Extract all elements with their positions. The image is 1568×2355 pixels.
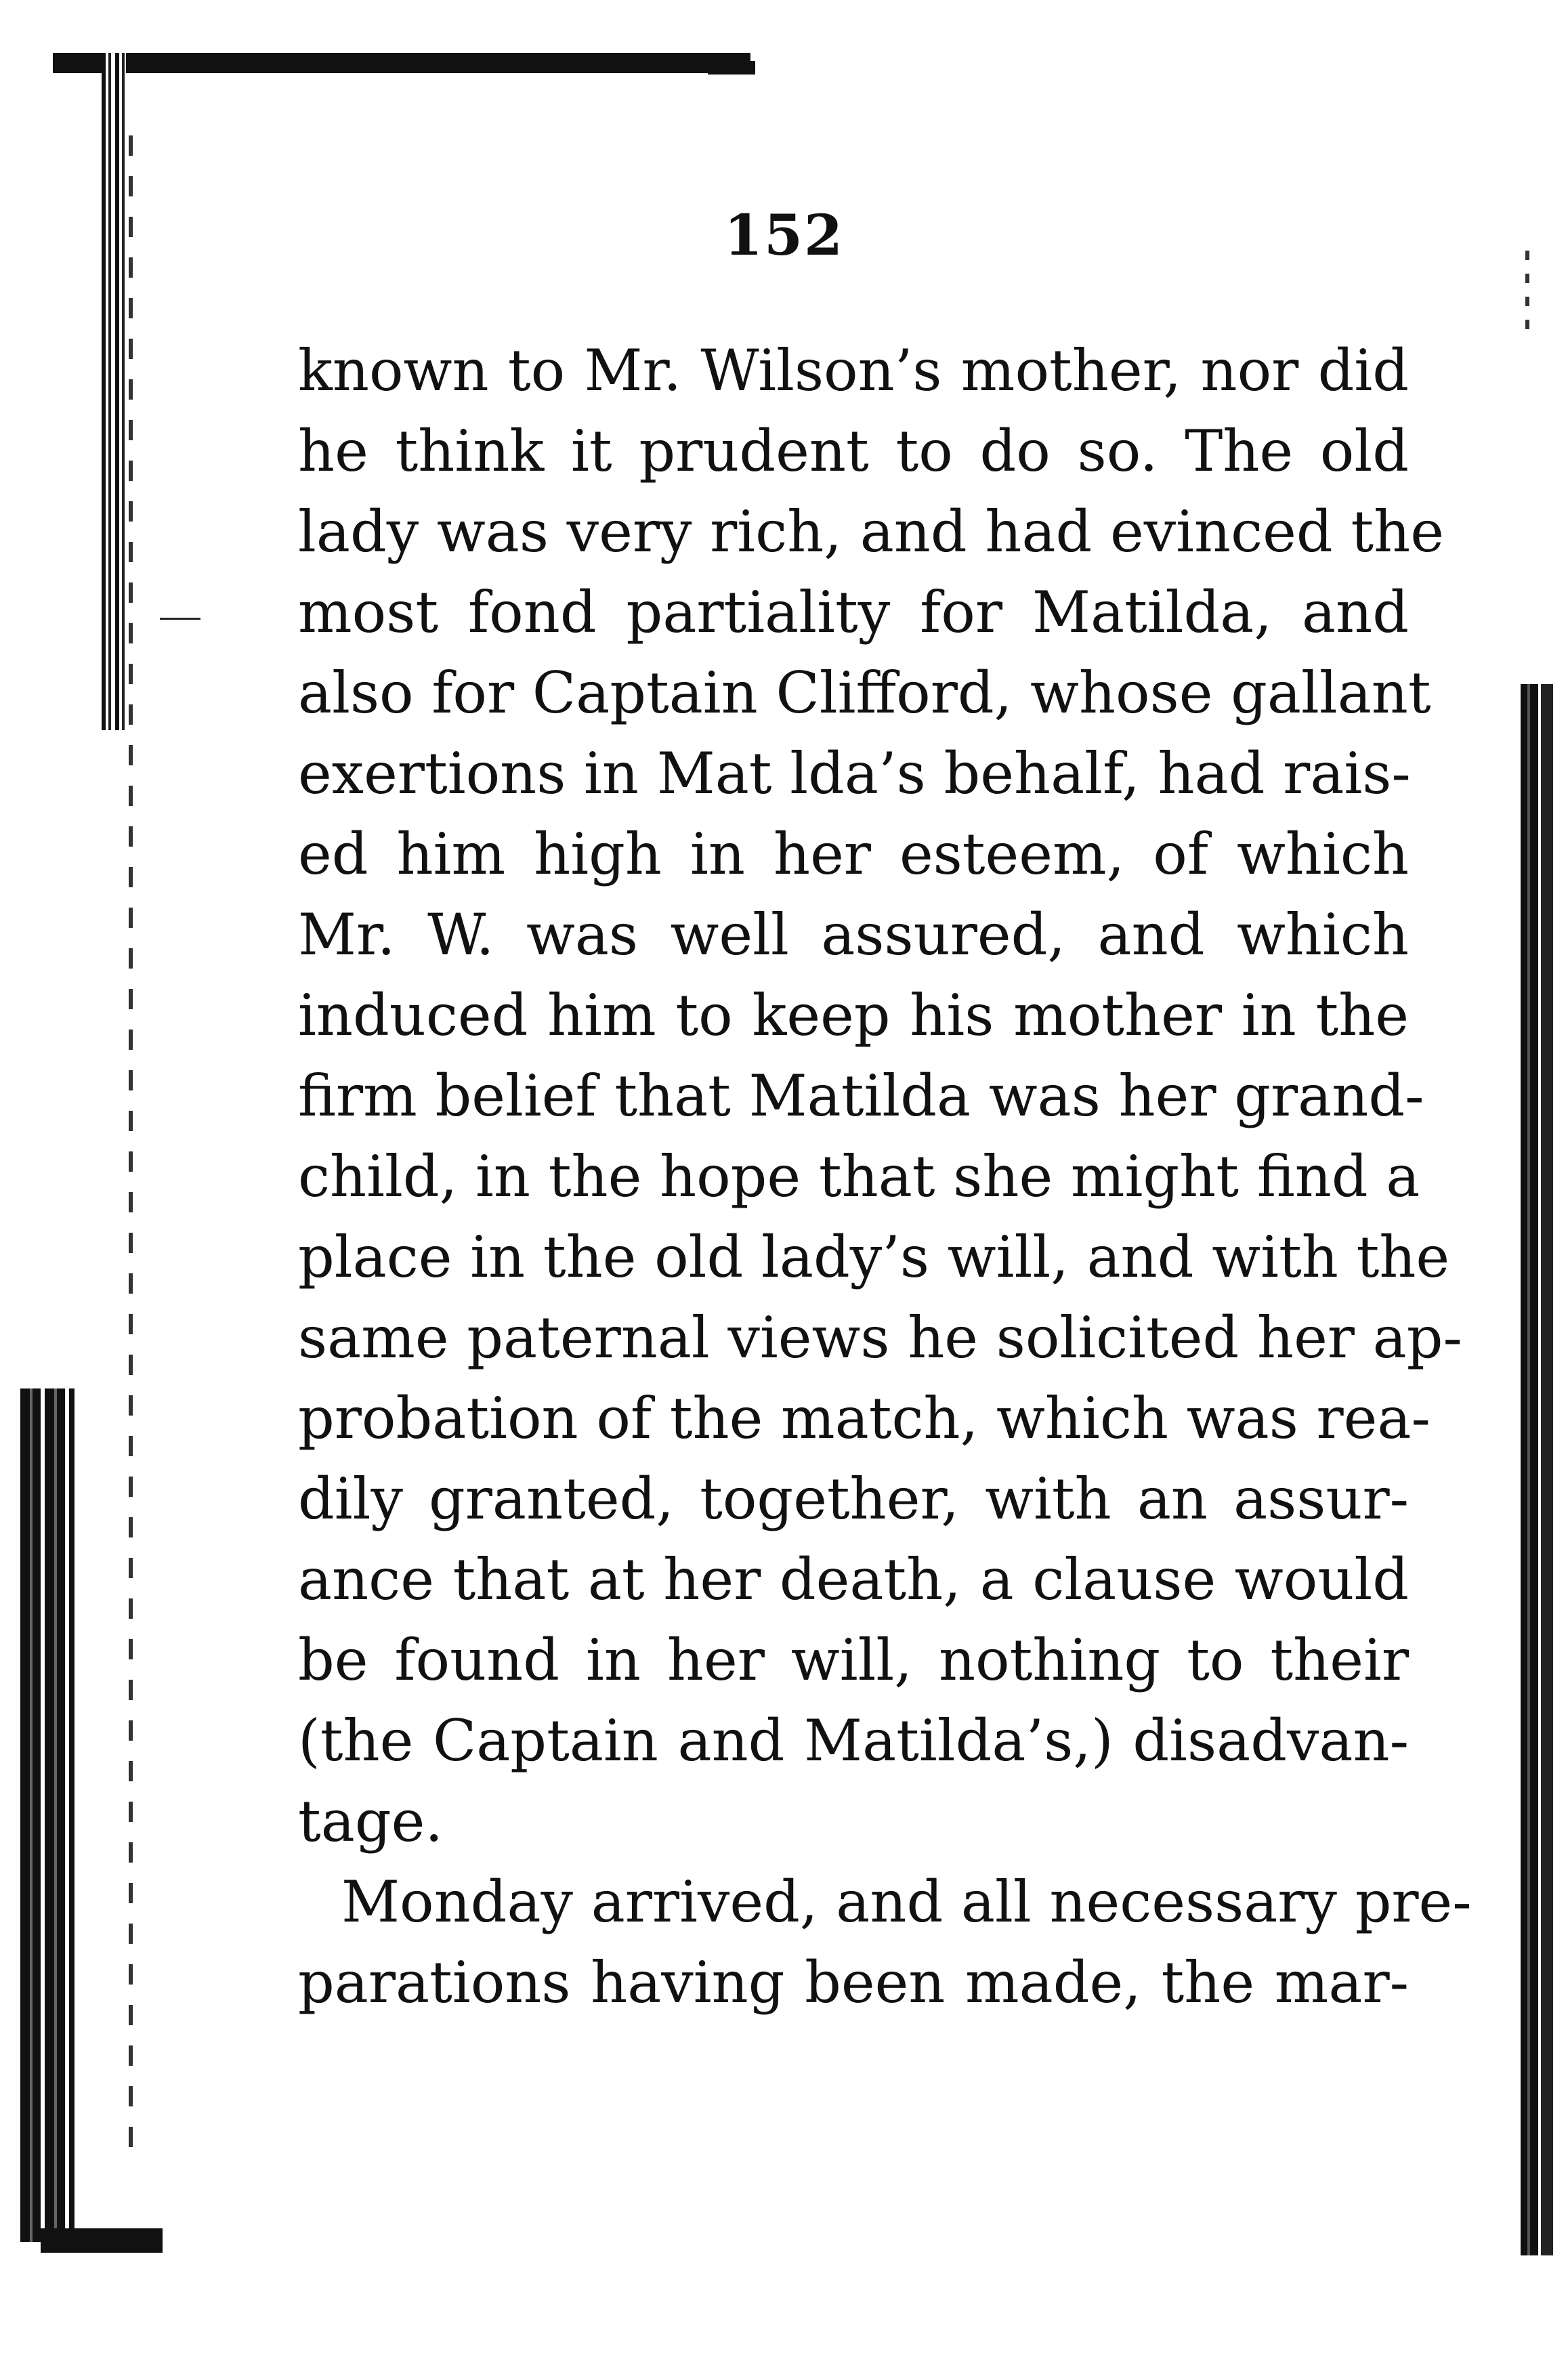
text-line: most fond partiality for Matilda, and	[298, 579, 1409, 645]
text-line: ance that at her death, a clause would	[298, 1546, 1409, 1613]
page-number: 152	[723, 203, 845, 268]
scan-edge-left-thin	[129, 135, 133, 2167]
text-line: known to Mr. Wilson’s mother, nor did	[298, 337, 1409, 404]
text-line: tage.	[298, 1788, 444, 1854]
scan-edge-left	[102, 53, 126, 730]
scan-edge-right	[1521, 684, 1553, 2255]
scan-edge-top-dash	[708, 61, 755, 75]
text-line: also for Captain Clifford, whose gallant	[298, 660, 1431, 726]
text-line: he think it prudent to do so. The old	[298, 418, 1409, 484]
scan-edge-left-heavy	[20, 1388, 75, 2242]
text-line: Monday arrived, and all necessary pre-	[341, 1869, 1472, 1935]
body-text	[298, 331, 1472, 2023]
text-line: parations having been made, the mar-	[298, 1949, 1409, 2016]
text-line: same paternal views he solicited her ap-	[298, 1304, 1462, 1371]
text-line: induced him to keep his mother in the	[298, 982, 1409, 1048]
text-line: lady was very rich, and had evinced the	[298, 498, 1444, 565]
text-line: ed him high in her esteem, of which	[298, 821, 1409, 887]
text-line: probation of the match, which was rea-	[298, 1385, 1431, 1451]
text-line: be found in her will, nothing to their	[298, 1627, 1409, 1693]
scan-edge-top	[53, 53, 750, 73]
text-line: exertions in Mat lda’s behalf, had rais-	[298, 740, 1411, 807]
scan-edge-left-foot	[41, 2228, 163, 2253]
text-line: dily granted, together, with an assur-	[298, 1466, 1409, 1532]
text-line: place in the old lady’s will, and with the	[298, 1224, 1450, 1290]
text-line: firm belief that Matilda was her grand-	[298, 1063, 1424, 1129]
text-line: child, in the hope that she might find a	[298, 1143, 1420, 1210]
scan-tick-mark	[160, 618, 200, 620]
text-line: Mr. W. was well assured, and which	[298, 901, 1409, 968]
text-line: (the Captain and Matilda’s,) disadvan-	[298, 1707, 1409, 1774]
